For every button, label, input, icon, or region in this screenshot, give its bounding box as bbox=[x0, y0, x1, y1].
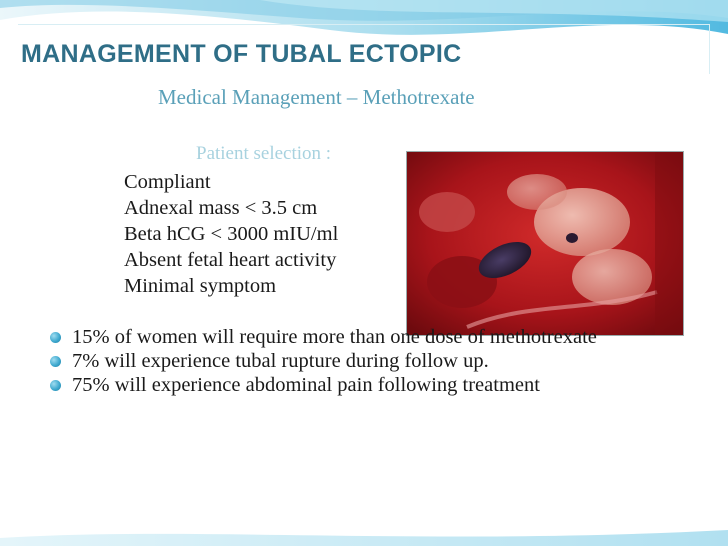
criteria-item: Minimal symptom bbox=[124, 275, 277, 297]
criteria-item: Beta hCG < 3000 mIU/ml bbox=[124, 223, 339, 245]
slide-title: MANAGEMENT OF TUBAL ECTOPIC bbox=[21, 40, 462, 68]
round-bullet-icon bbox=[50, 356, 61, 367]
bullet-text: 15% of women will require more than one dose of methotrexate bbox=[72, 326, 597, 348]
criteria-item: Absent fetal heart activity bbox=[124, 249, 337, 271]
bullet-item bbox=[50, 374, 690, 396]
round-bullet-icon bbox=[50, 332, 61, 343]
outcome-bullets bbox=[50, 326, 690, 398]
selection-criteria-list bbox=[124, 169, 338, 299]
bullet-item bbox=[50, 326, 690, 348]
criteria-item: Adnexal mass < 3.5 cm bbox=[124, 197, 318, 219]
bottom-wave-banner bbox=[0, 516, 728, 546]
title-frame-line bbox=[18, 24, 710, 25]
surgical-photo bbox=[406, 151, 684, 336]
round-bullet-icon bbox=[50, 380, 61, 391]
title-frame-edge bbox=[709, 24, 710, 74]
bullet-text: 7% will experience tubal rupture during follow up. bbox=[72, 350, 489, 372]
bullet-item bbox=[50, 350, 690, 372]
slide-subtitle: Medical Management – Methotrexate bbox=[158, 85, 475, 109]
patient-selection-heading: Patient selection : bbox=[196, 143, 332, 164]
bullet-text: 75% will experience abdominal pain following treatment bbox=[72, 374, 540, 396]
criteria-item: Compliant bbox=[124, 171, 211, 193]
